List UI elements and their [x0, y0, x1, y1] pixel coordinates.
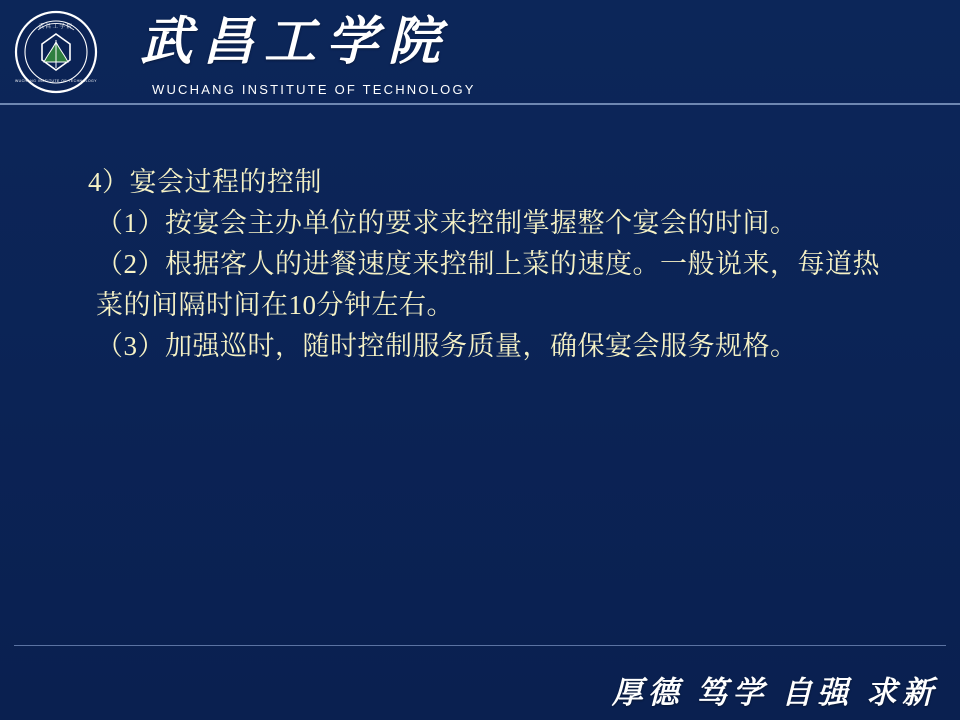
body-paragraph-2: （2）根据客人的进餐速度来控制上菜的速度。一般说来，每道热菜的间隔时间在10分钟左右。 [96, 249, 880, 320]
footer-divider [14, 645, 946, 646]
slide-header [0, 0, 960, 104]
svg-text:WUCHANG INSTITUTE OF TECHNOLOG: WUCHANG INSTITUTE OF TECHNOLOGY [14, 79, 98, 83]
university-name-cn: 武昌工学院 [140, 14, 451, 71]
body-paragraph-1: （1）按宴会主办单位的要求来控制掌握整个宴会的时间。 [96, 208, 798, 238]
header-divider [0, 103, 960, 105]
svg-text:武昌工学院: 武昌工学院 [38, 24, 74, 30]
slide-body [88, 162, 888, 367]
university-crest-icon [14, 10, 98, 94]
university-name-en: WUCHANG INSTITUTE OF TECHNOLOGY [152, 82, 476, 97]
school-motto: 厚德 笃学 自强 求新 [611, 675, 938, 710]
body-paragraph-3: （3）加强巡时，随时控制服务质量，确保宴会服务规格。 [96, 331, 798, 361]
body-heading: 4）宴会过程的控制 [88, 167, 322, 197]
